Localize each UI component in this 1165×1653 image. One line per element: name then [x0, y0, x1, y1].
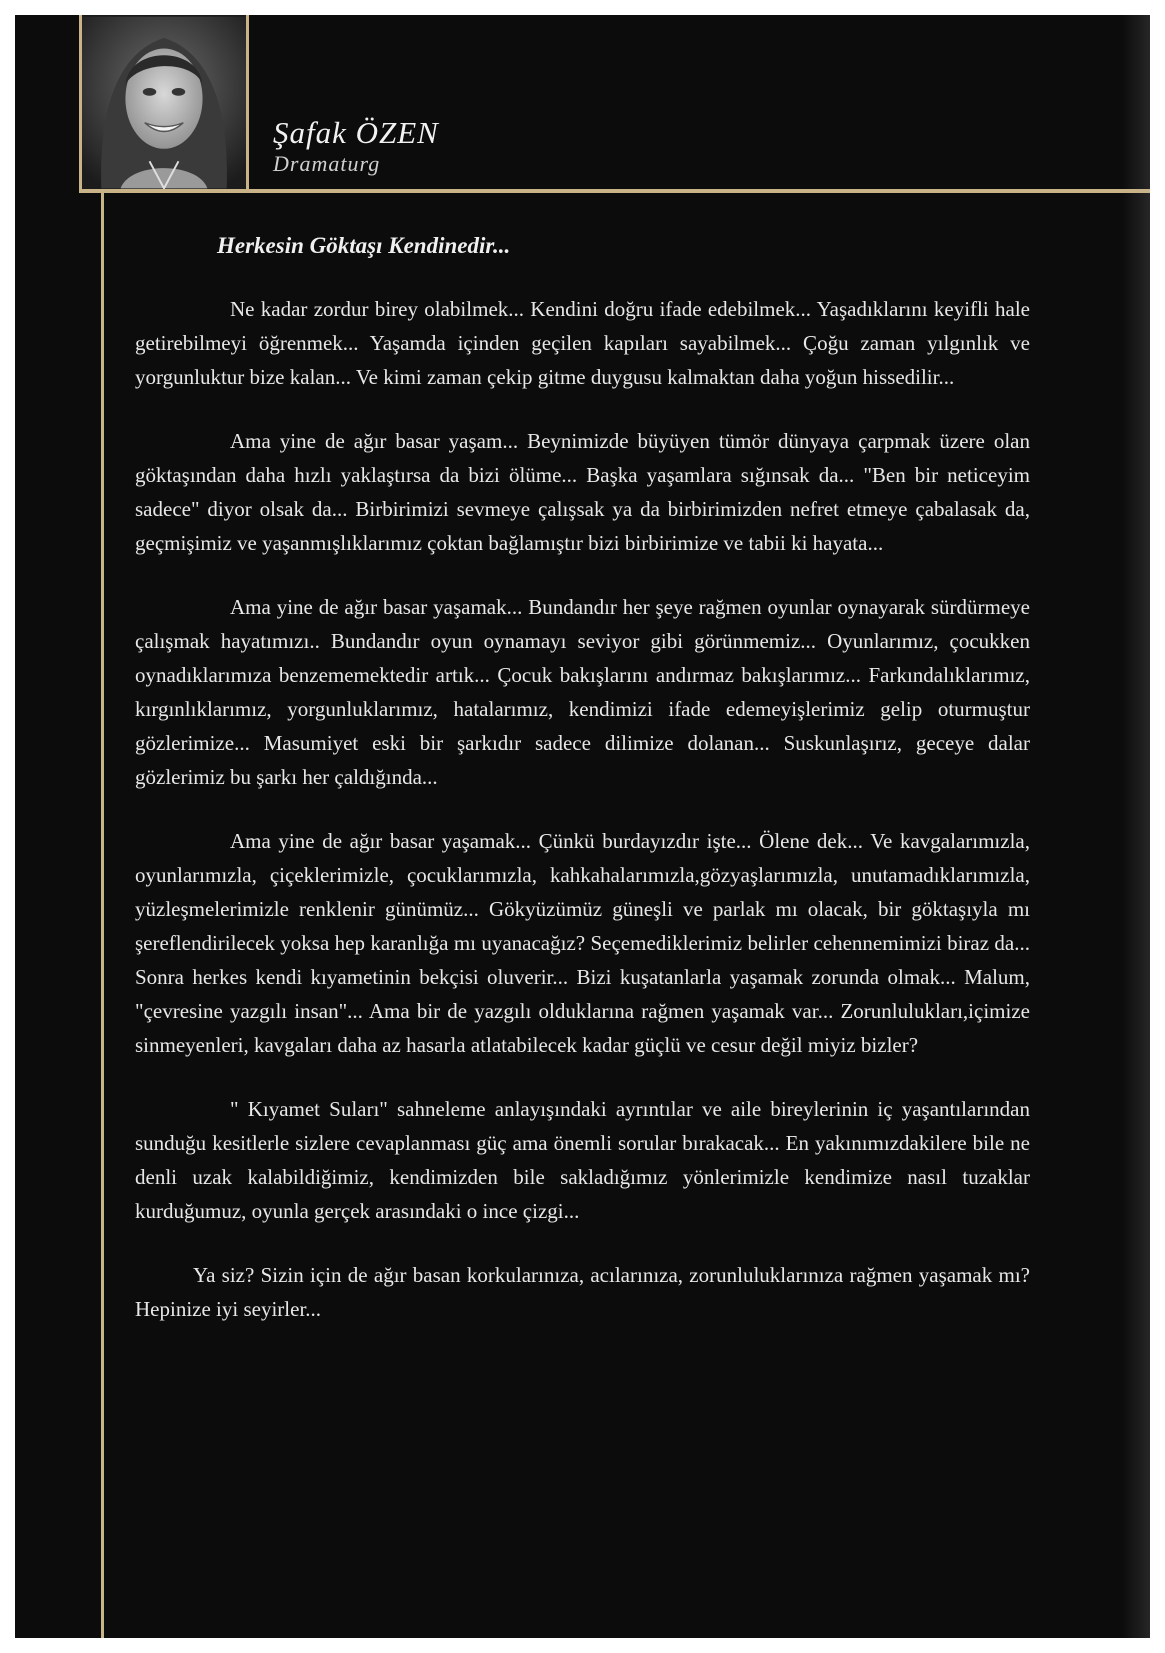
author-name: Şafak ÖZEN [273, 115, 439, 150]
gold-divider-horizontal [79, 189, 1150, 193]
author-photo [79, 15, 249, 193]
program-page [15, 15, 1150, 1638]
article-paragraph-1: Ne kadar zordur birey olabilmek... Kendini doğru ifade edebilmek... Yaşadıklarını keyifli hale getirebilmeyi öğrenmek... Yaşamda içinden geçilen kapıları sayabilmek... Çoğu zaman yılgınlık ve yorgunluktur bize kalan... Ve kimi zaman çekip gitme duygusu kalmaktan daha yoğun hissedilir... [135, 297, 1030, 389]
page-edge-shadow [1122, 15, 1150, 1638]
article-paragraph-6: Ya siz? Sizin için de ağır basan korkularınıza, acılarınıza, zorunluluklarınıza rağmen yaşamak mı? Hepinize iyi seyirler... [135, 1263, 1030, 1321]
author-portrait-icon [82, 15, 246, 190]
article-paragraph-3: Ama yine de ağır basar yaşamak... Bundandır her şeye rağmen oyunlar oynayarak sürdürmeye çalışmak hayatımızı.. Bundandır oyun oynamayı seviyor gibi görünmemiz... Oyunlarımız, çocukken oynadıklarımıza benzememektedir artık... Çocuk bakışlarını andırmaz bakışlarımız... Farkındalıklarımız, kırgınlıklarımız, yorgunluklarımız, hatalarımız, kendimizi ifade edemeyişlerimiz gelip oturmuştur gözlerimize... Masumiyet eski bir şarkıdır sadece dilimize dolanan... Suskunlaşırız, geceye dalar gözlerimiz bu şarkı her çaldığında... [135, 595, 1030, 789]
article-paragraph-4: Ama yine de ağır basar yaşamak... Çünkü burdayızdır işte... Ölene dek... Ve kavgalarımızla, oyunlarımızla, çiçeklerimizle, çocuklarımızla, kahkahalarımızla,gözyaşlarımızla, unutamadıklarımızla, yüzleşmelerimizle renklenir günümüz... Gökyüzümüz güneşli ve parlak mı olacak, bir göktaşıyla mı şereflendirilecek yoksa hep karanlığa mı uyanacağız? Seçemediklerimiz belirler cehennemimizi biraz da... Sonra herkes kendi kıyametinin bekçisi oluverir... Bizi kuşatanlarla yaşamak zorunda olmak... Malum, "çevresine yazgılı insan"... Ama bir de yazgılı olduklarına rağmen yaşamak var... Zorunlulukları,içimize sinmeyenleri, kavgaları daha az hasarla atlatabilecek kadar güçlü ve cesur değil miyiz bizler? [135, 829, 1030, 1057]
article-body [135, 233, 1030, 1356]
article-paragraph-2: Ama yine de ağır basar yaşam... Beynimizde büyüyen tümör dünyaya çarpmak üzere olan göktaşından daha hızlı yaklaştırsa da bizi ölüme... Başka yaşamlara sığınsak da... "Ben bir neticeyim sadece" diyor olsak da... Birbirimizi sevmeye çalışsak ya da birbirimizden nefret etmeye çabalasak da, geçmişimiz ve yaşanmışlıklarımız çoktan bağlamıştır bizi birbirimize ve tabii ki hayata... [135, 429, 1030, 555]
article-paragraph-5: " Kıyamet Suları" sahneleme anlayışındaki ayrıntılar ve aile bireylerinin iç yaşantılarından sunduğu kesitlerle sizlere cevaplanması güç ama önemli sorular bırakacak... En yakınımızdakilere bile ne denli uzak kalabildiğimiz, kendimizden bile sakladığımız yönlerimizle kendimize nasıl tuzaklar kurduğumuz, oyunla gerçek arasındaki o ince çizgi... [135, 1097, 1030, 1223]
article-title: Herkesin Göktaşı Kendinedir... [217, 233, 511, 258]
gold-divider-vertical [101, 191, 104, 1638]
author-block [273, 115, 439, 177]
author-role: Dramaturg [273, 151, 381, 176]
